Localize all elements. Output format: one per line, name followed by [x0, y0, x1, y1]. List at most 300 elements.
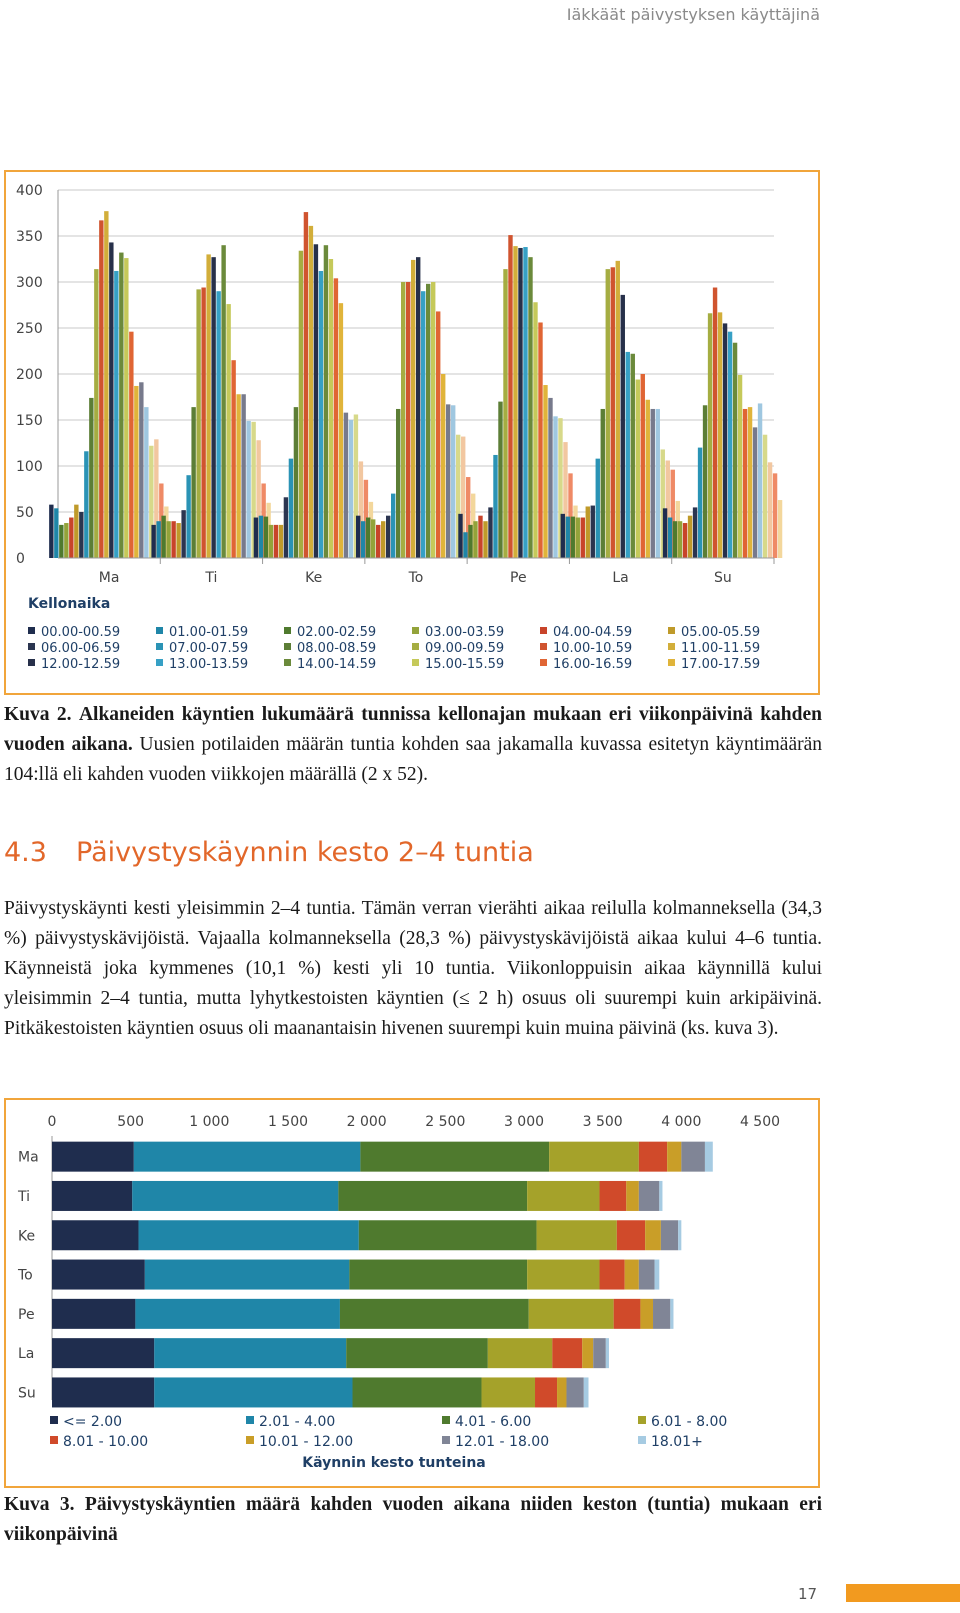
y-tick-label: 300: [16, 275, 43, 291]
bar-La-10.01 - 12.00: [582, 1338, 593, 1368]
legend-swatch: [412, 643, 419, 650]
hourly-visits-chart-svg: [6, 172, 818, 693]
bar-La-14.00-14.59: [631, 354, 635, 558]
y-tick-label: Ke: [18, 1228, 36, 1245]
bar-Ma-01.00-01.59: [54, 508, 58, 558]
legend-label: 05.00-05.59: [681, 625, 761, 640]
bar-Ke-<= 2.00: [52, 1220, 139, 1250]
legend-swatch: [156, 643, 163, 650]
legend-swatch: [412, 659, 419, 666]
bar-Ke-06.00-06.59: [284, 497, 288, 558]
bar-La-18.00-18.59: [651, 409, 655, 558]
bar-To-19.00-19.59: [451, 405, 455, 558]
bar-Ke-09.00-09.59: [299, 251, 303, 558]
figure-3-caption-label: Kuva 3.: [4, 1494, 75, 1515]
figure-2-caption-label: Kuva 2.: [4, 704, 72, 725]
bar-Pe-14.00-14.59: [528, 257, 532, 558]
bar-La-12.01 - 18.00: [593, 1338, 606, 1368]
bar-Ma-04.00-04.59: [69, 518, 73, 558]
bar-Ti-04.00-04.59: [171, 521, 175, 558]
bar-Ti-06.00-06.59: [181, 510, 185, 558]
bar-Ke-15.00-15.59: [329, 259, 333, 558]
bar-Ma-18.00-18.59: [139, 382, 143, 558]
x-axis-title: Käynnin kesto tunteina: [302, 1455, 486, 1471]
legend-label: 15.00-15.59: [425, 657, 505, 672]
bar-Su-20.00-20.59: [763, 435, 767, 558]
bar-Pe-12.00-12.59: [518, 248, 522, 558]
legend-swatch: [638, 1416, 646, 1424]
bar-Pe-12.01 - 18.00: [653, 1299, 670, 1329]
bar-La-4.01 - 6.00: [346, 1338, 488, 1368]
bar-La-13.00-13.59: [626, 352, 630, 558]
bar-To-08.00-08.59: [396, 409, 400, 558]
bar-To-4.01 - 6.00: [349, 1260, 527, 1290]
bar-La-15.00-15.59: [636, 380, 640, 558]
bar-Pe-17.00-17.59: [543, 385, 547, 558]
x-tick-label: 1 000: [189, 1114, 230, 1130]
legend-swatch: [412, 627, 419, 634]
bar-Ti-<= 2.00: [52, 1181, 132, 1211]
bar-Ma-18.01+: [705, 1142, 713, 1172]
bar-Pe-06.00-06.59: [488, 507, 492, 558]
bar-Ke-02.00-02.59: [264, 517, 268, 558]
bar-To-05.00-05.59: [381, 521, 385, 558]
legend-label: 14.00-14.59: [297, 657, 377, 672]
x-tick-label: Ma: [98, 570, 120, 586]
bar-Ma-10.01 - 12.00: [667, 1142, 681, 1172]
bar-Ti-8.01 - 10.00: [600, 1181, 627, 1211]
bar-Pe-10.00-10.59: [508, 235, 512, 558]
bar-Ma-03.00-03.59: [64, 523, 68, 558]
legend-label: 2.01 - 4.00: [259, 1414, 336, 1430]
bar-Ti-08.00-08.59: [191, 407, 195, 558]
legend-label: 00.00-00.59: [41, 625, 121, 640]
legend-label: 07.00-07.59: [169, 641, 249, 656]
bar-Ke-17.00-17.59: [339, 303, 343, 558]
x-tick-label: 3 500: [582, 1114, 623, 1130]
bar-La-8.01 - 10.00: [552, 1338, 582, 1368]
y-tick-label: Ma: [18, 1149, 39, 1166]
bar-Pe-18.01+: [670, 1299, 673, 1329]
bar-Ti-11.00-11.59: [206, 254, 210, 558]
legend-label: 17.00-17.59: [681, 657, 761, 672]
bar-Ma-8.01 - 10.00: [639, 1142, 667, 1172]
bar-Ma-00.00-00.59: [49, 505, 53, 558]
bar-Ti-17.00-17.59: [236, 394, 240, 558]
bar-Pe-01.00-01.59: [463, 532, 467, 558]
bar-Su-04.00-04.59: [683, 523, 687, 558]
figure-2-caption-bold: Alkaneiden käyntien lukumäärä tunnissa kellonajan mukaan eri viikonpäivinä kahden vuoden aikana.: [4, 704, 822, 755]
bar-Ti-10.00-10.59: [201, 288, 205, 558]
bar-Pe-8.01 - 10.00: [614, 1299, 641, 1329]
bar-Su-13.00-13.59: [728, 332, 732, 558]
bar-Pe-07.00-07.59: [493, 455, 497, 558]
bar-Ma-11.00-11.59: [104, 211, 108, 558]
bar-Ti-13.00-13.59: [216, 291, 220, 558]
bar-Pe-11.00-11.59: [513, 246, 517, 558]
x-tick-label: 2 000: [346, 1114, 387, 1130]
bar-Su-4.01 - 6.00: [353, 1377, 482, 1407]
legend-swatch: [442, 1436, 450, 1444]
bar-Ti-16.00-16.59: [231, 360, 235, 558]
bar-Ma-14.00-14.59: [119, 253, 123, 558]
bar-To-18.01+: [655, 1260, 660, 1290]
bar-Ke-01.00-01.59: [259, 516, 263, 558]
legend-swatch: [442, 1416, 450, 1424]
bar-To-2.01 - 4.00: [145, 1260, 350, 1290]
y-tick-label: Ti: [18, 1188, 31, 1205]
bar-Su-16.00-16.59: [743, 409, 747, 558]
bar-Su-06.00-06.59: [693, 507, 697, 558]
bar-Ma-09.00-09.59: [94, 269, 98, 558]
bar-Su-02.00-02.59: [673, 521, 677, 558]
legend-swatch: [156, 659, 163, 666]
bar-Ke-00.00-00.59: [254, 518, 258, 558]
bar-Ke-04.00-04.59: [274, 525, 278, 558]
bar-Ke-4.01 - 6.00: [359, 1220, 537, 1250]
bar-Ma-10.00-10.59: [99, 220, 103, 558]
legend-label: 11.00-11.59: [681, 641, 761, 656]
bar-Ma-19.00-19.59: [144, 407, 148, 558]
bar-Pe-16.00-16.59: [538, 322, 542, 558]
figure-2-caption-text: Uusien potilaiden määrän tuntia kohden saa jakamalla kuvassa esitetyn käyntimäärän 104:llä eli kahden vuoden viikkojen määrällä (2 x 52).: [4, 734, 822, 785]
bar-Ke-08.00-08.59: [294, 407, 298, 558]
bar-To-12.01 - 18.00: [639, 1260, 655, 1290]
bar-Ma-13.00-13.59: [114, 271, 118, 558]
hourly-visits-chart: [4, 170, 820, 695]
bar-La-17.00-17.59: [646, 400, 650, 558]
legend-label: 18.01+: [651, 1434, 703, 1450]
figure-2-caption: [4, 700, 822, 790]
bar-La-07.00-07.59: [596, 459, 600, 558]
bar-Ma-02.00-02.59: [59, 525, 63, 558]
legend-label: 04.00-04.59: [553, 625, 633, 640]
y-tick-label: To: [18, 1267, 33, 1284]
bar-To-04.00-04.59: [376, 525, 380, 558]
x-tick-label: Su: [713, 570, 732, 586]
y-tick-label: 100: [16, 459, 43, 475]
x-tick-label: To: [408, 570, 424, 586]
bar-Su-22.00-22.59: [773, 473, 777, 558]
bar-To-12.00-12.59: [416, 257, 420, 558]
bar-Ke-2.01 - 4.00: [139, 1220, 359, 1250]
bar-Ti-18.00-18.59: [241, 394, 245, 558]
bar-Ke-6.01 - 8.00: [537, 1220, 617, 1250]
legend-label: 4.01 - 6.00: [455, 1414, 532, 1430]
bar-Pe-19.00-19.59: [553, 416, 557, 558]
bar-La-08.00-08.59: [601, 409, 605, 558]
legend-label: 12.01 - 18.00: [455, 1434, 550, 1450]
bar-Ma-12.00-12.59: [109, 242, 113, 558]
bar-To-10.01 - 12.00: [625, 1260, 639, 1290]
bar-Ke-03.00-03.59: [269, 525, 273, 558]
bar-To-03.00-03.59: [371, 519, 375, 558]
legend-label: 10.00-10.59: [553, 641, 633, 656]
bar-Su-12.01 - 18.00: [566, 1377, 583, 1407]
bar-Ti-00.00-00.59: [151, 525, 155, 558]
legend-swatch: [284, 643, 291, 650]
body-paragraph: Päivystyskäynti kesti yleisimmin 2–4 tuntia. Tämän verran vierähti aikaa reilulla kolmanneksella (34,3 %) päivystyskävijöistä. Vajaalla kolmanneksella (28,3 %) päivystyskävijöistä aikaa kului 4–6 tuntia. Käynneistä joka kymmenes (10,1 %) kesti yli 10 tuntia. Viikonloppuisin aikaa käynnillä kului yleisimmin 2–4 tuntia, mutta lyhytkestoisten käyntien (≤ 2 h) osuus oli suurempi kuin arkipäivinä. Pitkäkestoisten käyntien osuus oli maanantaisin hivenen suurempi kuin muina päivinä (ks. kuva 3).: [4, 898, 822, 1039]
bar-Ti-07.00-07.59: [186, 475, 190, 558]
bar-Ti-03.00-03.59: [166, 521, 170, 558]
bar-Pe-<= 2.00: [52, 1299, 135, 1329]
bar-Su-12.00-12.59: [723, 323, 727, 558]
legend-label: 13.00-13.59: [169, 657, 249, 672]
bar-To-17.00-17.59: [441, 374, 445, 558]
y-tick-label: 400: [16, 183, 43, 199]
bar-Ke-07.00-07.59: [289, 459, 293, 558]
bar-Ke-10.00-10.59: [304, 212, 308, 558]
legend-label: 08.00-08.59: [297, 641, 377, 656]
bar-La-<= 2.00: [52, 1338, 154, 1368]
legend-label: 6.01 - 8.00: [651, 1414, 728, 1430]
legend-swatch: [540, 627, 547, 634]
bar-La-03.00-03.59: [576, 518, 580, 558]
section-heading: [4, 837, 534, 868]
bar-La-02.00-02.59: [571, 517, 575, 558]
x-tick-label: Pe: [510, 570, 527, 586]
bar-Ke-05.00-05.59: [279, 525, 283, 558]
legend-swatch: [668, 643, 675, 650]
bar-Su-<= 2.00: [52, 1377, 154, 1407]
legend-label: 03.00-03.59: [425, 625, 505, 640]
legend-label: 16.00-16.59: [553, 657, 633, 672]
legend-label: 02.00-02.59: [297, 625, 377, 640]
bar-Ke-16.00-16.59: [334, 278, 338, 558]
x-tick-label: 1 500: [267, 1114, 309, 1130]
x-tick-label: 3 000: [503, 1114, 545, 1130]
bar-Ti-4.01 - 6.00: [338, 1181, 527, 1211]
section-number: 4.3: [4, 837, 47, 868]
legend-swatch: [28, 627, 35, 634]
bar-Ma-2.01 - 4.00: [134, 1142, 361, 1172]
bar-Su-18.00-18.59: [753, 427, 757, 558]
bar-To-13.00-13.59: [421, 291, 425, 558]
bar-To-6.01 - 8.00: [527, 1260, 599, 1290]
bar-Pe-03.00-03.59: [473, 521, 477, 558]
legend-swatch: [246, 1416, 254, 1424]
legend-label: <= 2.00: [63, 1414, 123, 1430]
x-tick-label: 4 000: [661, 1114, 702, 1130]
bar-Pe-09.00-09.59: [503, 269, 507, 558]
x-tick-label: 0: [47, 1114, 57, 1130]
bar-La-06.00-06.59: [591, 506, 595, 558]
visit-duration-chart: [4, 1098, 820, 1488]
bar-Ti-09.00-09.59: [196, 289, 200, 558]
bar-To-14.00-14.59: [426, 284, 430, 558]
legend-label: 01.00-01.59: [169, 625, 249, 640]
bar-Ma-6.01 - 8.00: [549, 1142, 639, 1172]
y-tick-label: Su: [18, 1385, 36, 1402]
bar-To-11.00-11.59: [411, 260, 415, 558]
bar-To-09.00-09.59: [401, 282, 405, 558]
legend-swatch: [540, 659, 547, 666]
bar-Su-2.01 - 4.00: [154, 1377, 352, 1407]
x-tick-label: Ti: [205, 570, 218, 586]
legend-swatch: [540, 643, 547, 650]
bar-Ti-19.00-19.59: [246, 421, 250, 558]
bar-Pe-08.00-08.59: [498, 402, 502, 558]
running-header: Iäkkäät päivystyksen käyttäjinä: [566, 5, 820, 24]
bar-La-12.00-12.59: [621, 295, 625, 558]
bar-Su-05.00-05.59: [688, 516, 692, 558]
bar-Ke-19.00-19.59: [349, 420, 353, 558]
bar-Ma-12.01 - 18.00: [681, 1142, 705, 1172]
bar-Ti-02.00-02.59: [161, 516, 165, 558]
x-tick-label: 4 500: [739, 1114, 781, 1130]
bar-Su-14.00-14.59: [733, 343, 737, 558]
bar-Pe-6.01 - 8.00: [529, 1299, 614, 1329]
bar-Su-6.01 - 8.00: [482, 1377, 535, 1407]
legend-label: 06.00-06.59: [41, 641, 121, 656]
bar-Su-10.00-10.59: [713, 288, 717, 558]
visit-duration-chart-svg: [6, 1100, 818, 1486]
legend-swatch: [156, 627, 163, 634]
bar-Ma-15.00-15.59: [124, 258, 128, 558]
legend-swatch: [668, 659, 675, 666]
bar-Ke-13.00-13.59: [319, 271, 323, 558]
bar-Ma-07.00-07.59: [84, 451, 88, 558]
legend-swatch: [284, 659, 291, 666]
bar-Pe-05.00-05.59: [483, 521, 487, 558]
bar-Su-17.00-17.59: [748, 407, 752, 558]
bar-Ma-16.00-16.59: [129, 332, 133, 558]
bar-La-10.00-10.59: [611, 267, 615, 558]
bar-Ti-18.01+: [659, 1181, 662, 1211]
y-tick-label: 150: [16, 413, 43, 429]
legend-label: 8.01 - 10.00: [63, 1434, 149, 1450]
section-title: Päivystyskäynnin kesto 2–4 tuntia: [76, 837, 534, 868]
bar-Ke-18.00-18.59: [344, 413, 348, 558]
bar-Pe-18.00-18.59: [548, 398, 552, 558]
bar-Su-09.00-09.59: [708, 313, 712, 558]
legend-swatch: [246, 1436, 254, 1444]
page-accent-bar: [846, 1584, 960, 1602]
y-tick-label: Pe: [18, 1306, 35, 1323]
legend-swatch: [284, 627, 291, 634]
x-tick-label: Ke: [305, 570, 323, 586]
bar-Ti-14.00-14.59: [221, 245, 225, 558]
y-tick-label: La: [18, 1346, 35, 1363]
bar-Su-07.00-07.59: [698, 448, 702, 558]
page-number: 17: [798, 1585, 818, 1603]
bar-La-04.00-04.59: [581, 518, 585, 558]
bar-La-18.01+: [606, 1338, 609, 1368]
bar-La-19.00-19.59: [656, 409, 660, 558]
legend-swatch: [28, 659, 35, 666]
legend-swatch: [668, 627, 675, 634]
legend-label: 09.00-09.59: [425, 641, 505, 656]
bar-La-05.00-05.59: [586, 506, 590, 558]
bar-La-16.00-16.59: [641, 374, 645, 558]
bar-Ma-05.00-05.59: [74, 505, 78, 558]
y-tick-label: 50: [16, 505, 34, 521]
bar-Ti-05.00-05.59: [176, 523, 180, 558]
bar-Ti-12.01 - 18.00: [639, 1181, 659, 1211]
bar-Su-11.00-11.59: [718, 312, 722, 558]
bar-Ma-08.00-08.59: [89, 398, 93, 558]
x-tick-label: La: [612, 570, 629, 586]
bar-Su-19.00-19.59: [758, 403, 762, 558]
bar-Ke-12.00-12.59: [314, 244, 318, 558]
bar-La-6.01 - 8.00: [488, 1338, 553, 1368]
legend-swatch: [50, 1416, 58, 1424]
bar-Ke-11.00-11.59: [309, 226, 313, 558]
bar-Ma-17.00-17.59: [134, 386, 138, 558]
bar-Ma-06.00-06.59: [79, 512, 83, 558]
figure-3-caption-bold: Päivystyskäyntien määrä kahden vuoden aikana niiden keston (tuntia) mukaan eri viikonpäivinä: [4, 1494, 823, 1545]
y-tick-label: 0: [16, 551, 25, 567]
bar-Pe-2.01 - 4.00: [135, 1299, 340, 1329]
legend-swatch: [638, 1436, 646, 1444]
bar-Ke-10.01 - 12.00: [645, 1220, 661, 1250]
bar-Su-01.00-01.59: [668, 518, 672, 558]
bar-Su-03.00-03.59: [678, 521, 682, 558]
legend-label: 10.01 - 12.00: [259, 1434, 354, 1450]
bar-Su-18.01+: [584, 1377, 589, 1407]
bar-To-8.01 - 10.00: [600, 1260, 625, 1290]
bar-Ke-8.01 - 10.00: [617, 1220, 645, 1250]
y-tick-label: 250: [16, 321, 43, 337]
figure-3-caption: [4, 1490, 822, 1550]
bar-Pe-10.01 - 12.00: [640, 1299, 653, 1329]
legend-swatch: [28, 643, 35, 650]
bar-Su-21.00-21.59: [768, 462, 772, 558]
bar-Ke-14.00-14.59: [324, 245, 328, 558]
bar-To-10.00-10.59: [406, 282, 410, 558]
bar-Ti-10.01 - 12.00: [626, 1181, 639, 1211]
bar-Ma-<= 2.00: [52, 1142, 134, 1172]
bar-Su-8.01 - 10.00: [535, 1377, 557, 1407]
y-tick-label: 350: [16, 229, 43, 245]
bar-Su-23.00-23.59: [778, 500, 782, 558]
bar-La-11.00-11.59: [616, 261, 620, 558]
bar-La-00.00-00.59: [561, 514, 565, 558]
bar-To-<= 2.00: [52, 1260, 145, 1290]
bar-Pe-15.00-15.59: [533, 302, 537, 558]
bar-Su-08.00-08.59: [703, 405, 707, 558]
bar-Ma-4.01 - 6.00: [360, 1142, 549, 1172]
bar-To-07.00-07.59: [391, 494, 395, 558]
y-tick-label: 200: [16, 367, 43, 383]
bar-La-2.01 - 4.00: [154, 1338, 346, 1368]
bar-To-00.00-00.59: [356, 516, 360, 558]
bar-Su-10.01 - 12.00: [557, 1377, 566, 1407]
bar-To-18.00-18.59: [446, 404, 450, 558]
bar-To-15.00-15.59: [431, 282, 435, 558]
bar-Ti-01.00-01.59: [156, 521, 160, 558]
bar-Ti-2.01 - 4.00: [132, 1181, 338, 1211]
x-tick-label: 500: [117, 1114, 145, 1130]
bar-To-02.00-02.59: [366, 518, 370, 558]
bar-Pe-04.00-04.59: [478, 516, 482, 558]
bar-Ti-6.01 - 8.00: [527, 1181, 599, 1211]
bar-To-16.00-16.59: [436, 311, 440, 558]
bar-Pe-4.01 - 6.00: [340, 1299, 529, 1329]
legend-label: 12.00-12.59: [41, 657, 121, 672]
bar-La-09.00-09.59: [606, 269, 610, 558]
bar-Su-00.00-00.59: [663, 508, 667, 558]
legend-title: Kellonaika: [28, 596, 111, 612]
bar-To-06.00-06.59: [386, 516, 390, 558]
bar-Pe-00.00-00.59: [458, 514, 462, 558]
bar-Su-15.00-15.59: [738, 375, 742, 558]
bar-La-01.00-01.59: [566, 517, 570, 558]
bar-Ti-12.00-12.59: [211, 257, 215, 558]
bar-Ke-18.01+: [678, 1220, 681, 1250]
legend-swatch: [50, 1436, 58, 1444]
bar-To-01.00-01.59: [361, 521, 365, 558]
